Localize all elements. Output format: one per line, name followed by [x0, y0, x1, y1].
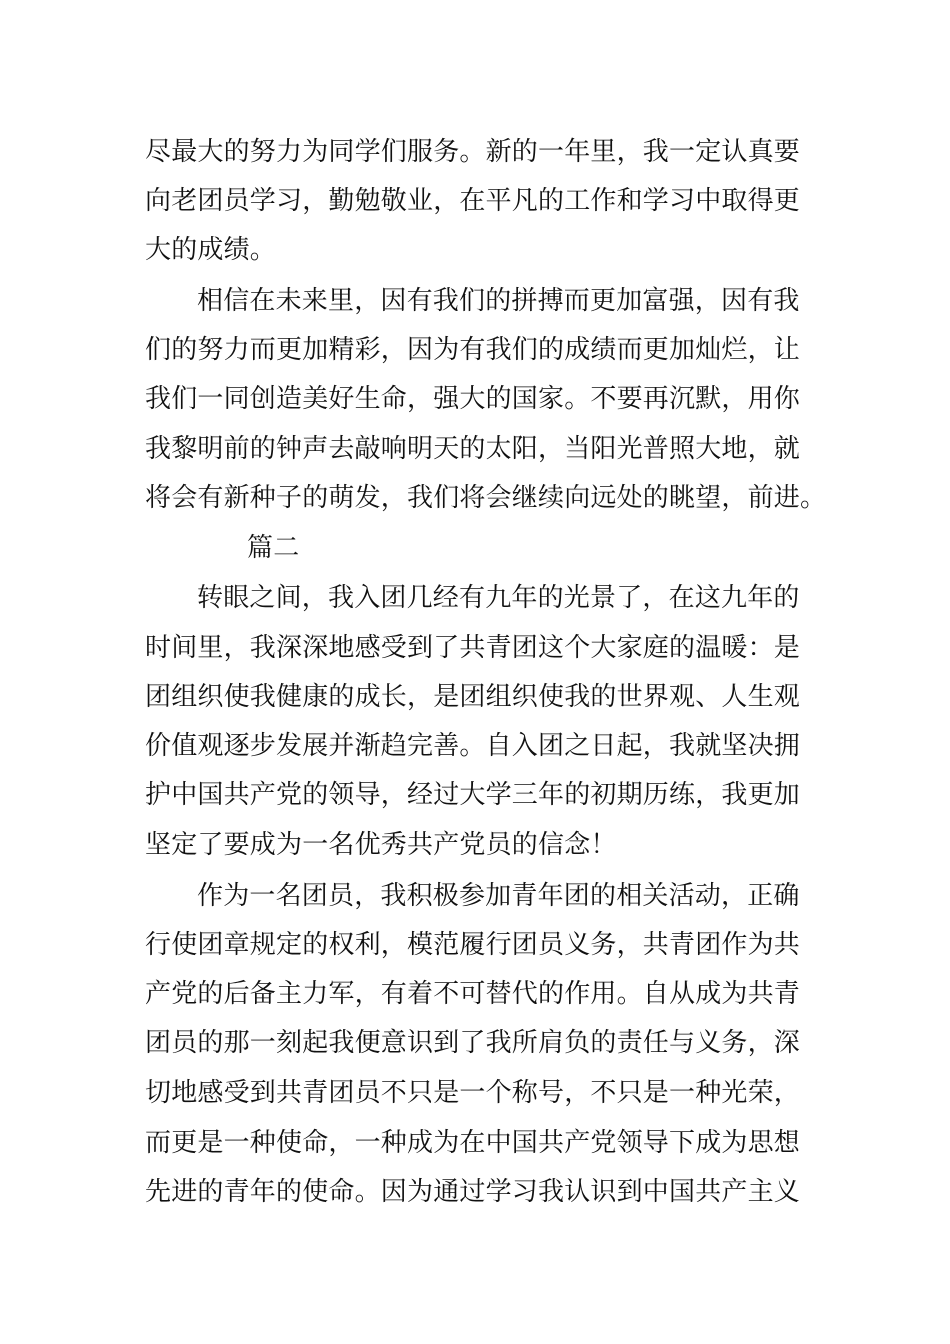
text-line: 价值观逐步发展并渐趋完善。自入团之日起，我就坚决拥 [145, 731, 801, 761]
text-line: 们的努力而更加精彩，因为有我们的成绩而更加灿烂，让 [145, 335, 801, 365]
text-line: 我们一同创造美好生命，强大的国家。不要再沉默，用你 [145, 384, 801, 414]
text-line: 先进的青年的使命。因为通过学习我认识到中国共产主义 [145, 1177, 801, 1207]
text-line: 向老团员学习，勤勉敬业，在平凡的工作和学习中取得更 [145, 186, 801, 216]
text-line: 产党的后备主力军，有着不可替代的作用。自从成为共青 [145, 979, 801, 1009]
text-line: 行使团章规定的权利，模范履行团员义务，共青团作为共 [145, 930, 801, 960]
text-line: 护中国共产党的领导，经过大学三年的初期历练，我更加 [145, 780, 801, 810]
text-line: 转眼之间，我入团几经有九年的光景了，在这九年的 [197, 583, 800, 613]
text-line: 而更是一种使命，一种成为在中国共产党领导下成为思想 [145, 1128, 801, 1158]
text-line: 相信在未来里，因有我们的拼搏而更加富强，因有我 [197, 286, 800, 316]
text-line: 坚定了要成为一名优秀共产党员的信念！ [145, 830, 617, 860]
text-line: 将会有新种子的萌发，我们将会继续向远处的眺望，前进。 [145, 483, 827, 513]
text-line: 作为一名团员，我积极参加青年团的相关活动，正确 [197, 881, 800, 911]
text-line: 尽最大的努力为同学们服务。新的一年里，我一定认真要 [145, 137, 801, 167]
section-heading: 篇二 [247, 533, 300, 563]
text-line: 团员的那一刻起我便意识到了我所肩负的责任与义务，深 [145, 1028, 801, 1058]
text-line: 我黎明前的钟声去敲响明天的太阳，当阳光普照大地，就 [145, 434, 801, 464]
text-line: 时间里，我深深地感受到了共青团这个大家庭的温暖：是 [145, 633, 801, 663]
text-line: 大的成绩。 [145, 235, 277, 265]
text-line: 切地感受到共青团员不只是一个称号，不只是一种光荣， [145, 1078, 801, 1108]
text-line: 团组织使我健康的成长，是团组织使我的世界观、人生观 [145, 682, 801, 712]
